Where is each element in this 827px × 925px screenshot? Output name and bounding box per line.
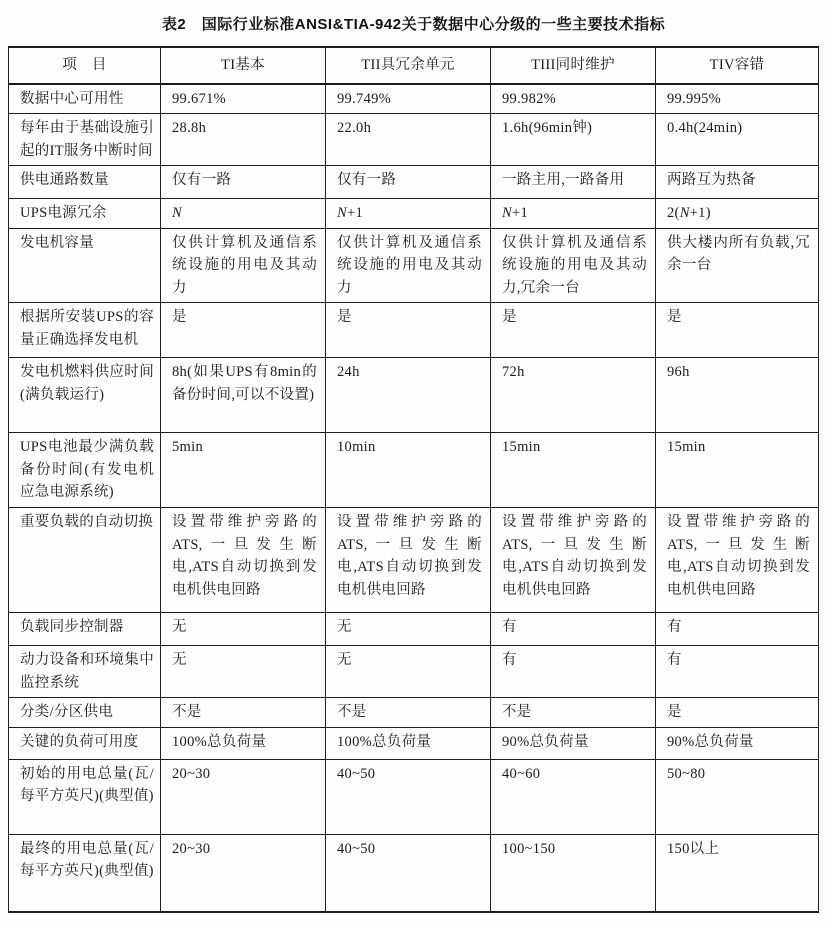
table-cell: 20~30 xyxy=(161,834,326,912)
table-row xyxy=(9,727,819,759)
table-cell: 是 xyxy=(161,303,326,358)
tia942-tier-spec-table xyxy=(8,46,819,913)
table-cell: 90%总负荷量 xyxy=(656,727,819,759)
table-row xyxy=(9,834,819,912)
table-cell: 40~50 xyxy=(326,834,491,912)
table-cell: 是 xyxy=(656,698,819,727)
table-cell: 是 xyxy=(326,303,491,358)
table-cell: 2(N+1) xyxy=(656,199,819,228)
table-cell: 100~150 xyxy=(491,834,656,912)
table-row xyxy=(9,433,819,508)
table-cell: 100%总负荷量 xyxy=(161,727,326,759)
table-cell: 设置带维护旁路的ATS,一旦发生断电,ATS自动切换到发电机供电回路 xyxy=(491,508,656,613)
table-cell: 设置带维护旁路的ATS,一旦发生断电,ATS自动切换到发电机供电回路 xyxy=(161,508,326,613)
table-cell: 20~30 xyxy=(161,759,326,834)
table-cell: 设置带维护旁路的ATS,一旦发生断电,ATS自动切换到发电机供电回路 xyxy=(656,508,819,613)
math-variable-n: N xyxy=(337,205,347,222)
table-row xyxy=(9,199,819,228)
table-row xyxy=(9,114,819,166)
table-cell: 90%总负荷量 xyxy=(491,727,656,759)
table-row xyxy=(9,646,819,698)
column-header: TII具冗余单元 xyxy=(326,47,491,84)
table-body xyxy=(9,84,819,912)
math-variable-n: N xyxy=(502,205,512,222)
table-cell: 15min xyxy=(656,433,819,508)
row-label: 初始的用电总量(瓦/每平方英尺)(典型值) xyxy=(9,759,161,834)
table-row xyxy=(9,303,819,358)
table-row xyxy=(9,358,819,433)
table-cell: 仅有一路 xyxy=(326,166,491,199)
table-cell: 设置带维护旁路的ATS,一旦发生断电,ATS自动切换到发电机供电回路 xyxy=(326,508,491,613)
table-cell: 99.749% xyxy=(326,84,491,114)
table-cell: 不是 xyxy=(326,698,491,727)
table-cell: 有 xyxy=(656,613,819,646)
table-row xyxy=(9,166,819,199)
table-cell: 5min xyxy=(161,433,326,508)
table-cell: 仅供计算机及通信系统设施的用电及其动力 xyxy=(161,228,326,302)
row-label: 负载同步控制器 xyxy=(9,613,161,646)
table-cell: 24h xyxy=(326,358,491,433)
table-cell: 有 xyxy=(656,646,819,698)
table-cell: 40~60 xyxy=(491,759,656,834)
table-cell: 是 xyxy=(491,303,656,358)
row-label: UPS电源冗余 xyxy=(9,199,161,228)
math-variable-n: N xyxy=(679,205,690,222)
row-label: 数据中心可用性 xyxy=(9,84,161,114)
table-cell: 无 xyxy=(326,646,491,698)
table-cell: 一路主用,一路备用 xyxy=(491,166,656,199)
table-cell: 不是 xyxy=(161,698,326,727)
row-label: 关键的负荷可用度 xyxy=(9,727,161,759)
column-header: 项 目 xyxy=(9,47,161,84)
table-row xyxy=(9,698,819,727)
table-cell: 100%总负荷量 xyxy=(326,727,491,759)
table-cell: 50~80 xyxy=(656,759,819,834)
table-cell: 供大楼内所有负载,冗余一台 xyxy=(656,228,819,302)
table-caption: 表2 国际行业标准ANSI&TIA-942关于数据中心分级的一些主要技术指标 xyxy=(161,16,666,33)
table-cell: 仅有一路 xyxy=(161,166,326,199)
table-cell: 仅供计算机及通信系统设施的用电及其动力 xyxy=(326,228,491,302)
row-label: 每年由于基础设施引起的IT服务中断时间 xyxy=(9,114,161,166)
math-variable-n: N xyxy=(172,205,182,222)
table-row xyxy=(9,508,819,613)
table-cell: 有 xyxy=(491,613,656,646)
table-cell: 72h xyxy=(491,358,656,433)
table-row xyxy=(9,84,819,114)
table-row xyxy=(9,613,819,646)
table-cell: 15min xyxy=(491,433,656,508)
table-cell: 无 xyxy=(326,613,491,646)
row-label: UPS电池最少满负载备份时间(有发电机应急电源系统) xyxy=(9,433,161,508)
table-cell: 99.982% xyxy=(491,84,656,114)
table-cell xyxy=(161,199,326,228)
row-label: 分类/分区供电 xyxy=(9,698,161,727)
row-label: 供电通路数量 xyxy=(9,166,161,199)
table-cell: 仅供计算机及通信系统设施的用电及其动力,冗余一台 xyxy=(491,228,656,302)
table-cell: 8h(如果UPS有8min的备份时间,可以不设置) xyxy=(161,358,326,433)
table-cell: 99.995% xyxy=(656,84,819,114)
table-cell: 1.6h(96min钟) xyxy=(491,114,656,166)
table-row xyxy=(9,228,819,302)
table-cell: 有 xyxy=(491,646,656,698)
table-cell: 22.0h xyxy=(326,114,491,166)
row-label: 发电机燃料供应时间(满负载运行) xyxy=(9,358,161,433)
table-cell: 99.671% xyxy=(161,84,326,114)
table-cell: N+1 xyxy=(326,199,491,228)
table-row xyxy=(9,759,819,834)
table-cell: 28.8h xyxy=(161,114,326,166)
table-cell: 无 xyxy=(161,613,326,646)
table-cell: 96h xyxy=(656,358,819,433)
table-header xyxy=(9,47,819,84)
row-label: 发电机容量 xyxy=(9,228,161,302)
table-cell: 不是 xyxy=(491,698,656,727)
row-label: 重要负载的自动切换 xyxy=(9,508,161,613)
row-label: 根据所安装UPS的容量正确选择发电机 xyxy=(9,303,161,358)
column-header: TIII同时维护 xyxy=(491,47,656,84)
table-cell: 是 xyxy=(656,303,819,358)
table-cell: 40~50 xyxy=(326,759,491,834)
table-header-row xyxy=(9,47,819,84)
table-cell: 无 xyxy=(161,646,326,698)
column-header: TIV容错 xyxy=(656,47,819,84)
row-label: 最终的用电总量(瓦/每平方英尺)(典型值) xyxy=(9,834,161,912)
table-cell: 两路互为热备 xyxy=(656,166,819,199)
table-cell: 150以上 xyxy=(656,834,819,912)
table-cell: 0.4h(24min) xyxy=(656,114,819,166)
table-cell: N+1 xyxy=(491,199,656,228)
row-label: 动力设备和环境集中监控系统 xyxy=(9,646,161,698)
column-header: TI基本 xyxy=(161,47,326,84)
table-cell: 10min xyxy=(326,433,491,508)
